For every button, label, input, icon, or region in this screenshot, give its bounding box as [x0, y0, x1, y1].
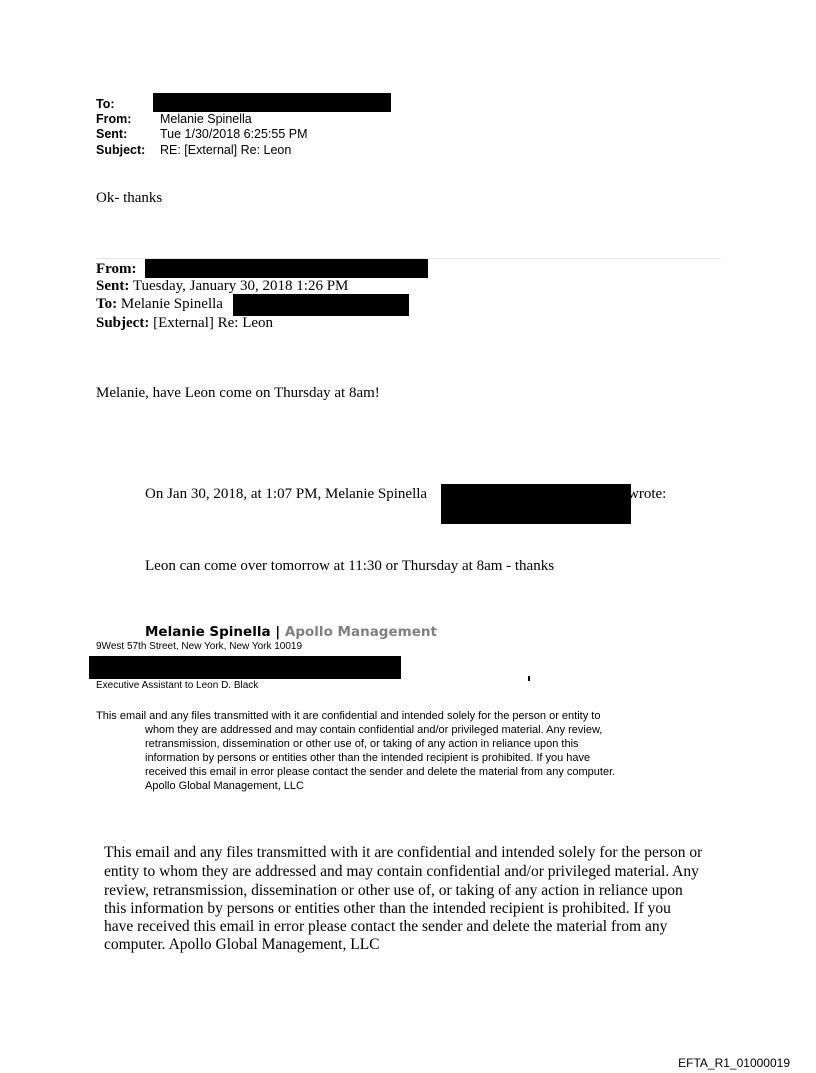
- disclaimer-small-line: retransmission, dissemination or other use of, or taking of any action in reliance upon this: [145, 738, 579, 750]
- quoted-sent-label: Sent:: [96, 278, 130, 294]
- disclaimer-small-line: received this email in error please contact the sender and delete the material from any computer.: [145, 766, 616, 778]
- signature-separator: |: [275, 624, 281, 640]
- disclaimer-small-line: Apollo Global Management, LLC: [145, 780, 304, 792]
- quoted-to-value: Melanie Spinella: [120, 296, 223, 312]
- redaction-bar: [89, 656, 401, 679]
- signature-address: 9West 57th Street, New York, New York 10019: [96, 641, 303, 652]
- redaction-bar: [233, 294, 409, 316]
- redaction-bar: [441, 484, 631, 524]
- stray-mark: [528, 676, 530, 681]
- disclaimer-large-line: This email and any files transmitted with it are confidential and intended solely for the person or: [104, 844, 703, 861]
- quoted-sent-value: Tuesday, January 30, 2018 1:26 PM: [132, 278, 349, 294]
- header-sent-value: Tue 1/30/2018 6:25:55 PM: [160, 127, 308, 141]
- quoted-sent-line: [96, 278, 348, 295]
- header-from-label: From:: [96, 112, 132, 126]
- quoted-body: Melanie, have Leon come on Thursday at 8am!: [96, 385, 380, 401]
- quoted-to-line: [96, 296, 223, 313]
- header-subject-label: Subject:: [96, 143, 146, 157]
- disclaimer-small-line: This email and any files transmitted with it are confidential and intended solely for the person or entity to: [96, 710, 601, 722]
- disclaimer-large-line: computer. Apollo Global Management, LLC: [104, 936, 380, 953]
- signature-company: Apollo Management: [284, 624, 437, 640]
- redaction-bar: [145, 259, 428, 278]
- disclaimer-small-line: whom they are addressed and may contain confidential and/or privileged material. Any review,: [145, 724, 603, 736]
- disclaimer-large-line: this information by persons or entities other than the intended recipient is prohibited. If you: [104, 900, 671, 917]
- quoted-subject-label: Subject:: [96, 315, 150, 331]
- reply-body: Ok- thanks: [96, 190, 163, 206]
- nested-body: Leon can come over tomorrow at 11:30 or Thursday at 8am - thanks: [145, 558, 555, 574]
- nested-intro-prefix: On Jan 30, 2018, at 1:07 PM, Melanie Spinella: [145, 486, 428, 502]
- disclaimer-large-line: entity to whom they are addressed and may contain confidential and/or privileged material. Any: [104, 863, 699, 880]
- signature-line: [145, 624, 437, 640]
- disclaimer-large-line: have received this email in error please contact the sender and delete the material from any: [104, 918, 668, 935]
- footer-document-id: EFTA_R1_01000019: [678, 1056, 790, 1070]
- quoted-to-label: To:: [96, 296, 118, 312]
- disclaimer-large-line: review, retransmission, dissemination or other use of, or taking of any action in reliance upon: [104, 882, 683, 899]
- quoted-from-line: [96, 261, 137, 278]
- quoted-subject-value: [External] Re: Leon: [153, 315, 274, 331]
- disclaimer-small-line: information by persons or entities other than the intended recipient is prohibited. If you have: [145, 752, 591, 764]
- quoted-subject-line: [96, 315, 273, 332]
- header-to-label: To:: [96, 97, 115, 111]
- header-sent-label: Sent:: [96, 127, 128, 141]
- redaction-bar: [153, 93, 391, 112]
- nested-intro-suffix: wrote:: [628, 486, 667, 502]
- signature-name: Melanie Spinella: [145, 624, 271, 640]
- header-subject-value: RE: [External] Re: Leon: [160, 143, 292, 157]
- header-from-value: Melanie Spinella: [160, 112, 252, 126]
- signature-title: Executive Assistant to Leon D. Black: [96, 680, 259, 691]
- quoted-from-label: From:: [96, 261, 137, 277]
